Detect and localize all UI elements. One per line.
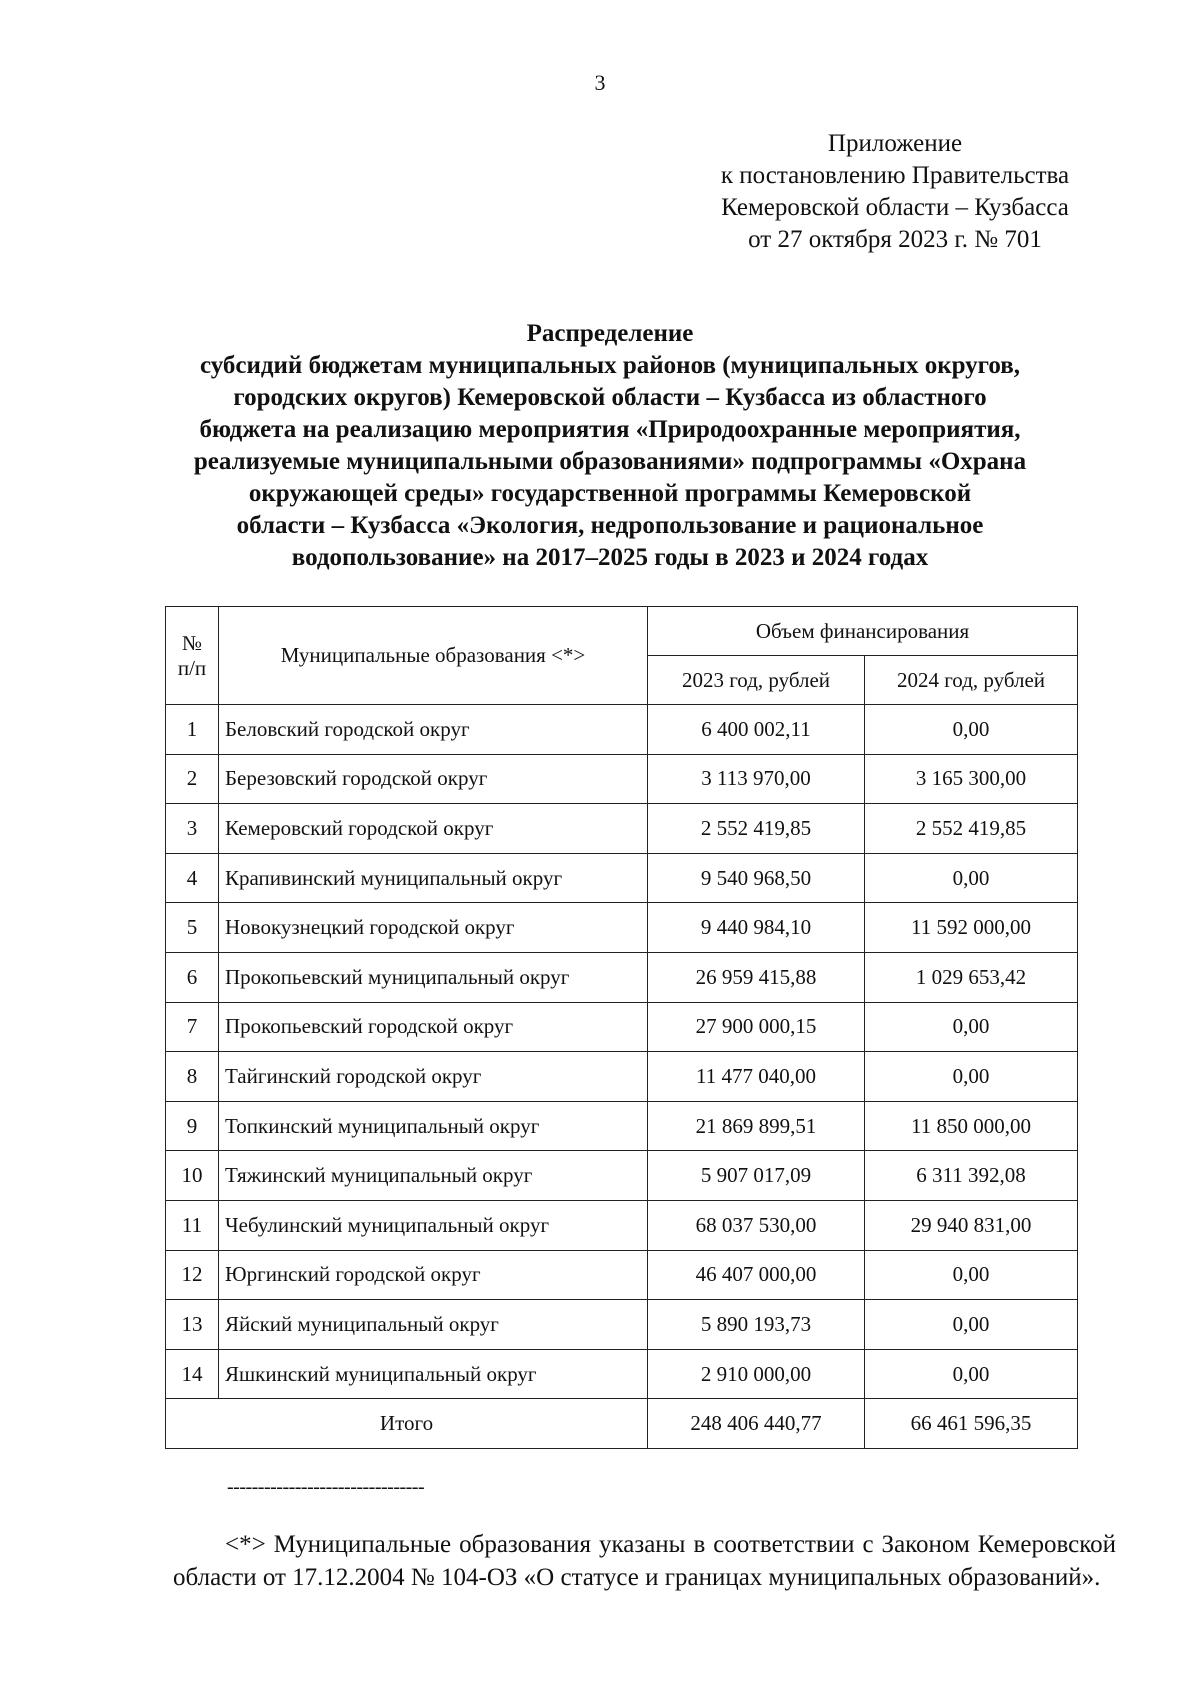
table-row bbox=[166, 1250, 1078, 1300]
total-row bbox=[166, 1399, 1078, 1449]
table-row bbox=[166, 1002, 1078, 1052]
row-value-2023: 5 890 193,73 bbox=[648, 1300, 865, 1350]
table-row bbox=[166, 1300, 1078, 1350]
row-value-2023: 2 910 000,00 bbox=[648, 1349, 865, 1399]
total-2024: 66 461 596,35 bbox=[865, 1399, 1078, 1449]
row-num: 12 bbox=[166, 1250, 219, 1300]
header-num: № п/п bbox=[166, 607, 219, 705]
table-header-row bbox=[166, 607, 1078, 656]
row-value-2023: 9 540 968,50 bbox=[648, 853, 865, 903]
row-value-2024: 0,00 bbox=[865, 705, 1078, 755]
row-value-2024: 1 029 653,42 bbox=[865, 952, 1078, 1002]
row-value-2023: 11 477 040,00 bbox=[648, 1052, 865, 1102]
appendix-line-2: к постановлению Правительства bbox=[720, 162, 1070, 189]
row-value-2024: 0,00 bbox=[865, 1250, 1078, 1300]
appendix-line-1: Приложение bbox=[827, 130, 963, 157]
table-body bbox=[166, 705, 1078, 1399]
table-row bbox=[166, 754, 1078, 804]
row-value-2023: 5 907 017,09 bbox=[648, 1151, 865, 1201]
row-num: 4 bbox=[166, 853, 219, 903]
row-value-2024: 3 165 300,00 bbox=[865, 754, 1078, 804]
row-municipality: Березовский городской округ bbox=[219, 754, 648, 804]
table-row bbox=[166, 952, 1078, 1002]
document-title bbox=[150, 318, 1070, 574]
row-value-2024: 0,00 bbox=[865, 1349, 1078, 1399]
row-num: 2 bbox=[166, 754, 219, 804]
row-municipality: Крапивинский муниципальный округ bbox=[219, 853, 648, 903]
table-row bbox=[166, 705, 1078, 755]
row-value-2024: 0,00 bbox=[865, 1052, 1078, 1102]
appendix-header bbox=[680, 128, 1110, 256]
row-municipality: Чебулинский муниципальный округ bbox=[219, 1200, 648, 1250]
title-line-5: реализуемые муниципальными образованиями» подпрограммы «Охрана bbox=[193, 448, 1027, 475]
row-municipality: Яйский муниципальный округ bbox=[219, 1300, 648, 1350]
title-line-2: субсидий бюджетам муниципальных районов (муниципальных округов, bbox=[199, 352, 1021, 379]
row-value-2024: 0,00 bbox=[865, 853, 1078, 903]
table-row bbox=[166, 1101, 1078, 1151]
funding-table bbox=[165, 606, 1078, 1449]
row-value-2023: 2 552 419,85 bbox=[648, 804, 865, 854]
header-funding: Объем финансирования bbox=[648, 607, 1078, 656]
row-num: 14 bbox=[166, 1349, 219, 1399]
table-row bbox=[166, 1200, 1078, 1250]
table-row bbox=[166, 853, 1078, 903]
table-row bbox=[166, 1052, 1078, 1102]
row-value-2024: 11 850 000,00 bbox=[865, 1101, 1078, 1151]
table-row bbox=[166, 804, 1078, 854]
row-municipality: Тяжинский муниципальный округ bbox=[219, 1151, 648, 1201]
table-row bbox=[166, 903, 1078, 953]
row-num: 3 bbox=[166, 804, 219, 854]
row-num: 1 bbox=[166, 705, 219, 755]
row-num: 13 bbox=[166, 1300, 219, 1350]
row-municipality: Кемеровский городской округ bbox=[219, 804, 648, 854]
row-value-2024: 29 940 831,00 bbox=[865, 1200, 1078, 1250]
row-municipality: Тайгинский городской округ bbox=[219, 1052, 648, 1102]
footnote-text: <*> Муниципальные образования указаны в соответствии с Законом Кемеровской области от 17.12.2004 № 104-ОЗ «О статусе и границах муниципальных образований». bbox=[173, 1531, 1116, 1591]
title-line-7: области – Кузбасса «Экология, недропользование и рациональное bbox=[236, 512, 984, 539]
row-value-2024: 2 552 419,85 bbox=[865, 804, 1078, 854]
row-value-2023: 68 037 530,00 bbox=[648, 1200, 865, 1250]
header-2023: 2023 год, рублей bbox=[648, 656, 865, 705]
row-value-2023: 27 900 000,15 bbox=[648, 1002, 865, 1052]
row-num: 8 bbox=[166, 1052, 219, 1102]
row-value-2024: 11 592 000,00 bbox=[865, 903, 1078, 953]
appendix-line-3: Кемеровской области – Кузбасса bbox=[721, 194, 1069, 221]
title-line-4: бюджета на реализацию мероприятия «Природоохранные мероприятия, bbox=[199, 416, 1021, 443]
row-municipality: Яшкинский муниципальный округ bbox=[219, 1349, 648, 1399]
row-municipality: Прокопьевский муниципальный округ bbox=[219, 952, 648, 1002]
row-num: 6 bbox=[166, 952, 219, 1002]
title-line-6: окружающей среды» государственной программы Кемеровской bbox=[248, 480, 972, 507]
title-line-3: городских округов) Кемеровской области – Кузбасса из областного bbox=[233, 384, 987, 411]
header-municipality: Муниципальные образования <*> bbox=[219, 607, 648, 705]
appendix-line-4: от 27 октября 2023 г. № 701 bbox=[748, 226, 1042, 253]
footnote-separator: -------------------------------- bbox=[227, 1476, 425, 1498]
row-value-2024: 6 311 392,08 bbox=[865, 1151, 1078, 1201]
row-value-2023: 6 400 002,11 bbox=[648, 705, 865, 755]
row-municipality: Новокузнецкий городской округ bbox=[219, 903, 648, 953]
total-label: Итого bbox=[166, 1399, 648, 1449]
header-2024: 2024 год, рублей bbox=[865, 656, 1078, 705]
total-2023: 248 406 440,77 bbox=[648, 1399, 865, 1449]
row-value-2023: 3 113 970,00 bbox=[648, 754, 865, 804]
title-line-1: Распределение bbox=[526, 320, 694, 347]
row-municipality: Топкинский муниципальный округ bbox=[219, 1101, 648, 1151]
page-number: 3 bbox=[594, 70, 606, 95]
row-value-2023: 21 869 899,51 bbox=[648, 1101, 865, 1151]
row-value-2023: 9 440 984,10 bbox=[648, 903, 865, 953]
table-footer bbox=[166, 1399, 1078, 1449]
table-row bbox=[166, 1151, 1078, 1201]
row-municipality: Беловский городской округ bbox=[219, 705, 648, 755]
row-num: 11 bbox=[166, 1200, 219, 1250]
title-line-8: водопользование» на 2017–2025 годы в 2023 и 2024 годах bbox=[291, 544, 929, 571]
row-value-2023: 26 959 415,88 bbox=[648, 952, 865, 1002]
row-value-2023: 46 407 000,00 bbox=[648, 1250, 865, 1300]
row-num: 7 bbox=[166, 1002, 219, 1052]
table-row bbox=[166, 1349, 1078, 1399]
table-header bbox=[166, 607, 1078, 705]
row-municipality: Юргинский городской округ bbox=[219, 1250, 648, 1300]
row-num: 10 bbox=[166, 1151, 219, 1201]
row-num: 9 bbox=[166, 1101, 219, 1151]
row-num: 5 bbox=[166, 903, 219, 953]
row-municipality: Прокопьевский городской округ bbox=[219, 1002, 648, 1052]
row-value-2024: 0,00 bbox=[865, 1300, 1078, 1350]
row-value-2024: 0,00 bbox=[865, 1002, 1078, 1052]
